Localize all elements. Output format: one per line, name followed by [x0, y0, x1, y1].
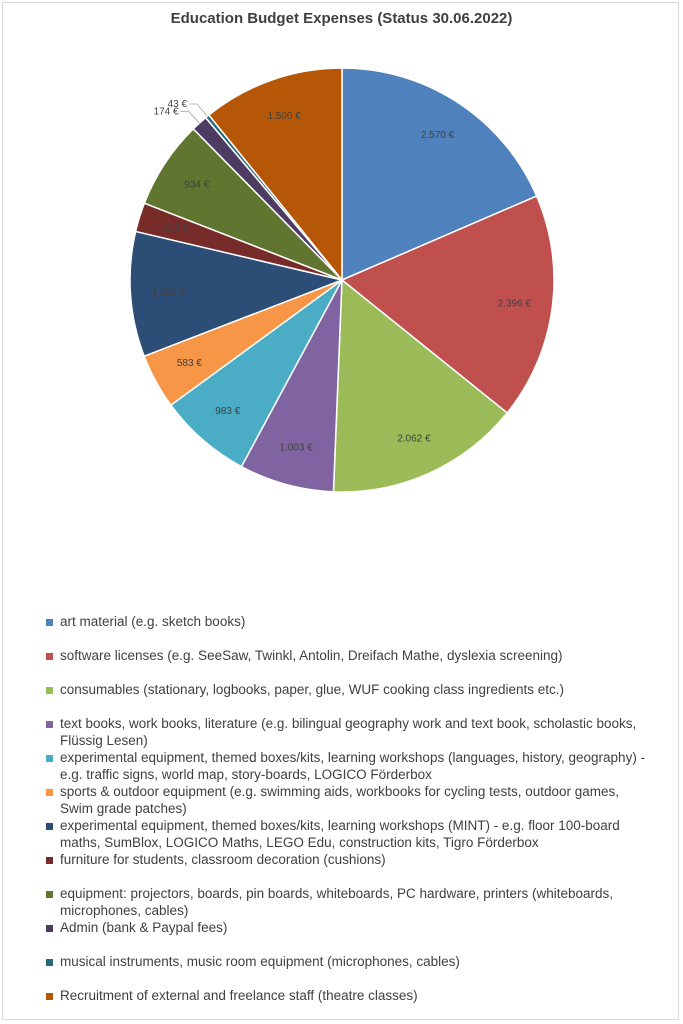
legend-swatch: [46, 789, 53, 796]
legend-label: furniture for students, classroom decoration (cushions): [60, 852, 386, 867]
legend-label: experimental equipment, themed boxes/kits, learning workshops (languages, history, geography) - e.g. traffic signs, world map, story-boards, LOGICO Förderbox: [60, 750, 646, 782]
slice-value-label-2: 2.396 €: [497, 298, 531, 310]
slice-value-label-4: 1.003 €: [279, 442, 313, 454]
legend-label: text books, work books, literature (e.g. bilingual geography work and text book, scholastic books, Flüssig Lesen): [60, 716, 637, 748]
slice-value-label-6: 583 €: [176, 358, 202, 370]
legend-item-9: [44, 885, 654, 919]
legend-swatch: [46, 959, 53, 966]
legend-label: Admin (bank & Paypal fees): [60, 920, 228, 935]
legend: [44, 613, 654, 1021]
slice-value-label-1: 2.570 €: [420, 129, 455, 141]
legend-swatch: [46, 653, 53, 660]
slice-value-label-10: 174 €: [153, 106, 179, 118]
legend-swatch: [46, 857, 53, 864]
legend-swatch: [46, 619, 53, 626]
legend-item-4: [44, 715, 654, 749]
legend-label: musical instruments, music room equipment (microphones, cables): [60, 954, 460, 969]
slice-value-label-9: 934 €: [184, 179, 210, 191]
leader-line-10: [181, 111, 200, 123]
legend-swatch: [46, 755, 53, 762]
legend-item-8: [44, 851, 654, 885]
legend-item-12: [44, 987, 654, 1021]
chart-title: Education Budget Expenses (Status 30.06.2022): [170, 10, 513, 27]
legend-item-11: [44, 953, 654, 987]
legend-swatch: [46, 687, 53, 694]
legend-label: sports & outdoor equipment (e.g. swimming aids, workbooks for cycling tests, outdoor games, Swim grade patches): [60, 784, 620, 816]
legend-swatch: [46, 823, 53, 830]
slice-value-label-12: 1.500 €: [267, 111, 301, 123]
legend-label: equipment: projectors, boards, pin boards, whiteboards, PC hardware, printers (whiteboards, microphones, cables): [60, 886, 614, 918]
legend-label: consumables (stationary, logbooks, paper, glue, WUF cooking class ingredients etc.): [60, 682, 564, 697]
legend-item-10: [44, 919, 654, 953]
slice-value-label-7: 1.322 €: [151, 286, 186, 298]
legend-item-2: [44, 647, 654, 681]
legend-label: art material (e.g. sketch books): [60, 614, 246, 629]
legend-item-5: [44, 749, 654, 783]
legend-swatch: [46, 721, 53, 728]
legend-item-3: [44, 681, 654, 715]
legend-item-7: [44, 817, 654, 851]
slice-value-label-8: 308 €: [163, 223, 189, 235]
slice-value-label-5: 983 €: [215, 406, 241, 417]
slice-value-label-3: 2.062 €: [397, 433, 431, 445]
legend-item-1: [44, 613, 654, 647]
legend-swatch: [46, 993, 53, 1000]
legend-item-6: [44, 783, 654, 817]
legend-label: software licenses (e.g. SeeSaw, Twinkl, Antolin, Dreifach Mathe, dyslexia screening): [60, 648, 563, 663]
legend-label: Recruitment of external and freelance staff (theatre classes): [60, 988, 418, 1003]
legend-label: experimental equipment, themed boxes/kits, learning workshops (MINT) - e.g. floor 100-board maths, SumBlox, LOGICO Maths, LEGO Edu, construction kits, Tigro Förderbox: [60, 818, 620, 850]
legend-swatch: [46, 891, 53, 898]
slice-value-label-11: 43 €: [167, 99, 188, 110]
legend-swatch: [46, 925, 53, 932]
